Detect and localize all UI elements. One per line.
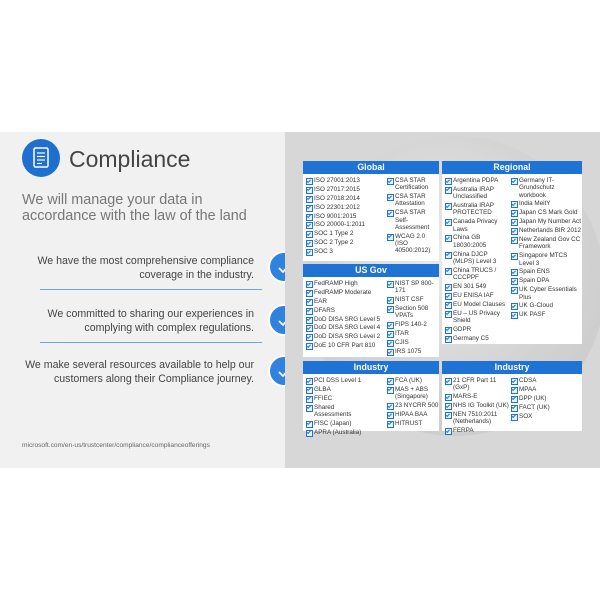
compliance-item: Shared Assessments (306, 404, 372, 419)
compliance-item: GDPR (445, 326, 507, 333)
compliance-item: Singapore MTCS Level 3 (511, 252, 581, 267)
regional-col-2 (511, 177, 581, 320)
compliance-item: HIPAA BAA (387, 411, 439, 418)
industry-right-col-1 (445, 377, 509, 436)
industry-left-col-2 (387, 377, 439, 429)
compliance-item: NIST CSF (387, 296, 439, 303)
footer-url[interactable]: microsoft.com/en-us/trustcenter/compliance/complianceofferings (22, 442, 210, 449)
industry-left-col-1 (306, 377, 372, 438)
compliance-item: MPAA (511, 386, 579, 393)
compliance-item: Japan CS Mark Gold (511, 209, 581, 216)
compliance-item: CSA STAR Attestation (387, 193, 439, 208)
regional-box (442, 161, 582, 344)
global-box-title: Global (303, 161, 439, 174)
compliance-item: SOC 3 (306, 248, 384, 255)
compliance-item: ISO 27001:2013 (306, 177, 384, 184)
right-panel (285, 132, 600, 468)
compliance-item: EU Model Clauses (445, 301, 507, 308)
compliance-item: DPP (UK) (511, 395, 579, 402)
compliance-item: MAS + ABS (Singapore) (387, 386, 439, 401)
compliance-item: CSA STAR Self-Assessment (387, 209, 439, 231)
compliance-item: DoE 10 CFR Part 810 (306, 342, 384, 349)
industry-box-left (303, 361, 439, 436)
compliance-item: Argentina PDPA (445, 177, 507, 184)
compliance-item: FACT (UK) (511, 404, 579, 411)
compliance-item: DoD DISA SRG Level 2 (306, 333, 384, 340)
compliance-item: FISC (Japan) (306, 420, 372, 427)
compliance-item: IRS 1075 (387, 348, 439, 355)
compliance-item: UK PASF (511, 311, 581, 318)
industry-box-right (442, 361, 582, 435)
compliance-item: New Zealand Gov CC Framework (511, 236, 581, 251)
compliance-item: DoD DISA SRG Level 5 (306, 316, 384, 323)
compliance-item: UK G-Cloud (511, 302, 581, 309)
compliance-item: ISO 27018:2014 (306, 195, 384, 202)
compliance-item: ISO 9001:2015 (306, 213, 384, 220)
compliance-item: China TRUCS / CCCPPF (445, 267, 507, 282)
compliance-item: NHS IG Toolkit (UK) (445, 402, 509, 409)
usgov-col-2 (387, 280, 439, 357)
compliance-item: EAR (306, 298, 384, 305)
compliance-item: FFIEC (306, 395, 372, 402)
compliance-item: PCI DSS Level 1 (306, 377, 372, 384)
statement-coverage: We have the most comprehensive compliance coverage in the industry. (37, 255, 254, 281)
statement-resources: We make several resources available to help our customers along their Compliance journey. (25, 359, 254, 385)
global-col-2 (387, 177, 439, 256)
usgov-col-1 (306, 280, 384, 351)
compliance-item: HITRUST (387, 420, 439, 427)
usgov-box (303, 264, 439, 357)
compliance-item: FERPA (445, 427, 509, 434)
compliance-item: FedRAMP Moderate (306, 289, 384, 296)
compliance-item: CDSA (511, 377, 579, 384)
statement-experience: We committed to sharing our experiences in complying with complex regulations. (47, 308, 254, 334)
compliance-item: China GB 18030:2005 (445, 234, 507, 249)
compliance-item: Netherlands BIR 2012 (511, 227, 581, 234)
compliance-item: FedRAMP High (306, 280, 384, 287)
compliance-item: EN 301 549 (445, 283, 507, 290)
industry-box-left-title: Industry (303, 361, 439, 374)
regional-box-title: Regional (442, 161, 582, 174)
global-box (303, 161, 439, 261)
compliance-item: SOX (511, 413, 579, 420)
regional-col-1 (445, 177, 507, 344)
compliance-item: DoD DISA SRG Level 4 (306, 324, 384, 331)
compliance-item: APRA (Australia) (306, 429, 372, 436)
industry-box-right-title: Industry (442, 361, 582, 374)
compliance-item: China DJCP (MLPS) Level 3 (445, 251, 507, 266)
divider (40, 289, 262, 290)
compliance-item: ITAR (387, 330, 439, 337)
compliance-item: EU – US Privacy Shield (445, 310, 507, 325)
compliance-item: 23 NYCRR 500 (387, 402, 439, 409)
industry-right-col-2 (511, 377, 579, 421)
compliance-item: SOC 1 Type 2 (306, 230, 384, 237)
document-icon (22, 139, 60, 177)
left-panel (0, 132, 285, 468)
global-col-1 (306, 177, 384, 257)
page-title: Compliance (69, 146, 191, 172)
page-subtitle: We will manage your data in accordance with the law of the land (22, 192, 247, 224)
divider (40, 342, 262, 343)
compliance-item: FCA (UK) (387, 377, 439, 384)
compliance-item: ISO 22301:2012 (306, 204, 384, 211)
compliance-item: CSA STAR Certification (387, 177, 439, 192)
compliance-slide (0, 132, 600, 468)
compliance-item: GLBA (306, 386, 372, 393)
compliance-item: Germany IT-Grundschutz workbook (511, 177, 581, 199)
compliance-item: Canada Privacy Laws (445, 218, 507, 233)
compliance-item: CJIS (387, 339, 439, 346)
compliance-item: EU ENISA IAF (445, 292, 507, 299)
compliance-item: ISO 27017:2015 (306, 186, 384, 193)
compliance-item: India MeitY (511, 200, 581, 207)
compliance-item: Germany C5 (445, 335, 507, 342)
compliance-item: Section 508 VPATs (387, 305, 439, 320)
compliance-item: NEN 7510:2011 (Netherlands) (445, 411, 509, 426)
compliance-item: FIPS 140-2 (387, 321, 439, 328)
compliance-item: UK Cyber Essentials Plus (511, 286, 581, 301)
compliance-item: Australia IRAP Unclassified (445, 186, 507, 201)
compliance-item: Japan My Number Act (511, 218, 581, 225)
compliance-item: NIST SP 800-171 (387, 280, 439, 295)
compliance-item: Spain DPA (511, 277, 581, 284)
compliance-item: ISO 20000-1:2011 (306, 221, 384, 228)
compliance-item: WCAG 2.0 (ISO 40500:2012) (387, 233, 439, 255)
compliance-item: DFARS (306, 307, 384, 314)
compliance-item: 21 CFR Part 11 (GxP) (445, 377, 509, 392)
compliance-item: SOC 2 Type 2 (306, 239, 384, 246)
compliance-item: MARS-E (445, 393, 509, 400)
compliance-item: Australia IRAP PROTECTED (445, 202, 507, 217)
compliance-item: Spain ENS (511, 268, 581, 275)
usgov-box-title: US Gov (303, 264, 439, 277)
